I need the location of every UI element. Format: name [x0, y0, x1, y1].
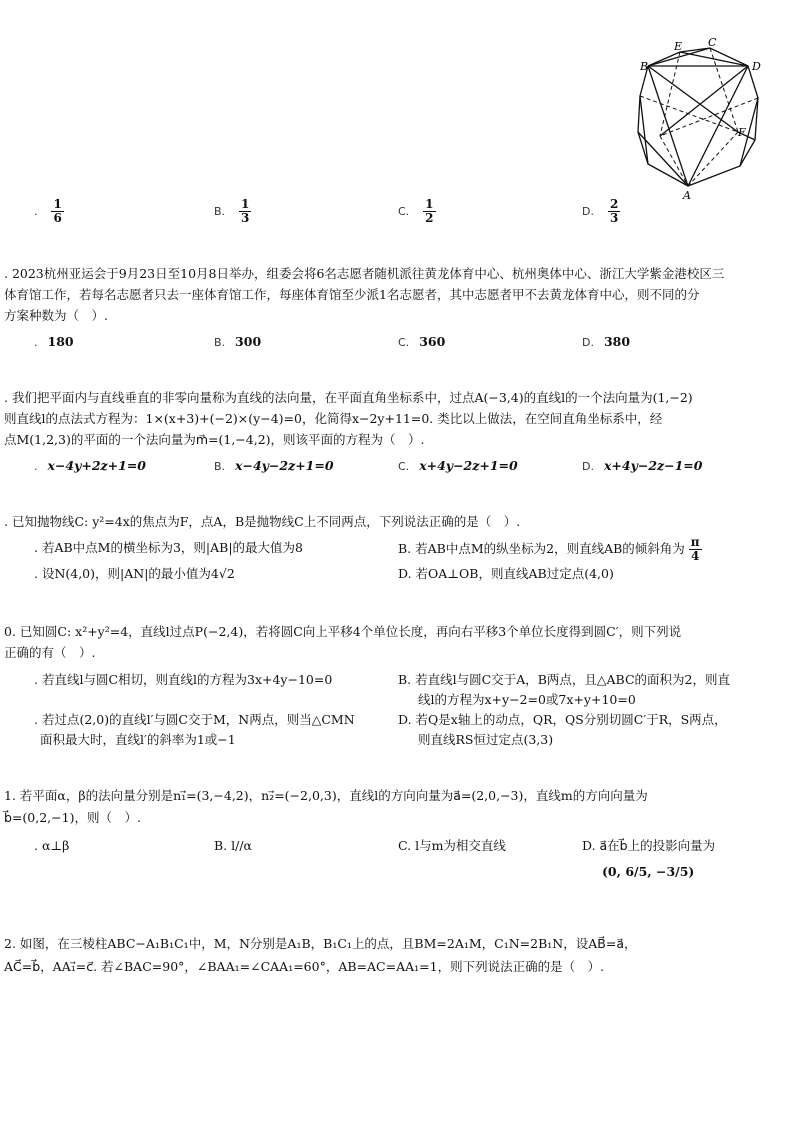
prev-option-c	[398, 198, 436, 225]
option-c: C. 360	[398, 334, 446, 349]
option-label: B.	[214, 205, 226, 219]
option-fraction: $\frac{1}{6}$	[53, 197, 62, 226]
option-b: B. 300	[214, 334, 262, 349]
figure-label-e: E	[674, 40, 683, 53]
question-text-line: AC⃗=b⃗，AA₁⃗=c⃗. 若∠BAC=90°，∠BAA₁=∠CAA₁=60°，AB=AC=AA₁=1，则下列说法正确的是（ ）.	[4, 959, 605, 974]
option-label: .	[34, 205, 38, 219]
question-text-line: 方案种数为（ ）.	[4, 308, 108, 323]
angle-fraction: $\frac{\pi}{4}$	[690, 535, 700, 564]
option-fraction: $\frac{2}{3}$	[609, 197, 619, 226]
option-c: C. x+4y−2z+1=0	[398, 458, 518, 473]
option-d: D. x+4y−2z−1=0	[582, 458, 703, 473]
question-text-line: 正确的有（ ）.	[4, 645, 96, 660]
question-text-line: . 2023杭州亚运会于9月23日至10月8日举办，组委会将6名志愿者随机派往黄龙体育中心、杭州奥体中心、浙江大学紫金港校区三	[4, 266, 725, 281]
option-b: B. l//α	[214, 838, 252, 853]
option-a: . α⊥β	[34, 838, 70, 853]
option-d-line-1: D. a⃗在b⃗上的投影向量为	[582, 838, 716, 853]
option-b-line-1: B. 若直线l与圆C交于A，B两点，且△ABC的面积为2，则直	[398, 672, 730, 687]
option-b: B. x−4y−2z+1=0	[214, 458, 334, 473]
option-label: D.	[582, 205, 594, 219]
option-label: C.	[398, 205, 410, 219]
option-a: . 180	[34, 334, 74, 349]
question-text-line: 0. 已知圆C: x²+y²=4，直线l过点P(−2,4)，若将圆C向上平移4个单位长度，再向右平移3个单位长度得到圆C′，则下列说	[4, 624, 682, 639]
question-text-line: 2. 如图，在三棱柱ABC−A₁B₁C₁中，M，N分别是A₁B，B₁C₁上的点，且BM=2A₁M，C₁N=2B₁N，设AB⃗=a⃗，	[4, 936, 637, 951]
question-text-line: . 已知抛物线C: y²=4x的焦点为F，点A，B是抛物线C上不同两点，下列说法正确的是（ ）.	[4, 514, 521, 529]
question-text-line: 则直线l的点法式方程为：1×(x+3)+(−2)×(y−4)=0，化简得x−2y+11=0. 类比以上做法，在空间直角坐标系中，经	[4, 411, 663, 426]
option-d: D. 若OA⊥OB，则直线AB过定点(4,0)	[398, 566, 614, 581]
option-d: D. 380	[582, 334, 631, 349]
figure-label-c: C	[708, 36, 717, 49]
geometry-figure	[630, 36, 790, 202]
option-c: C. l与m为相交直线	[398, 838, 506, 853]
figure-label-d: D	[752, 60, 761, 73]
prev-option-b	[214, 198, 251, 225]
option-d-line-2: (0, 6/5, −3/5)	[602, 864, 695, 879]
prev-option-d	[582, 198, 620, 225]
option-b: B. 若AB中点M的纵坐标为2，则直线AB的倾斜角为 $\frac{\pi}{4}$	[398, 535, 700, 564]
option-c-line-1: . 若过点(2,0)的直线l′与圆C交于M，N两点，则当△CMN	[34, 712, 355, 727]
option-d-line-1: D. 若Q是x轴上的动点，QR，QS分别切圆C′于R，S两点，	[398, 712, 727, 727]
question-text-line: b⃗=(0,2,−1)，则（ ）.	[4, 810, 141, 825]
option-b-line-2: 线l的方程为x+y−2=0或7x+y+10=0	[418, 692, 636, 707]
option-a: . x−4y+2z+1=0	[34, 458, 146, 473]
option-a: . 若AB中点M的横坐标为3，则|AB|的最大值为8	[34, 540, 304, 555]
option-c: . 设N(4,0)，则|AN|的最小值为4√2	[34, 566, 235, 581]
option-c-line-2: 面积最大时，直线l′的斜率为1或−1	[40, 732, 236, 747]
question-text-line: 体育馆工作，若每名志愿者只去一座体育馆工作，每座体育馆至少派1名志愿者，其中志愿者甲不去黄龙体育中心，则不同的分	[4, 287, 700, 302]
prev-option-a	[34, 198, 64, 225]
figure-label-a: A	[683, 189, 691, 202]
option-a: . 若直线l与圆C相切，则直线l的方程为3x+4y−10=0	[34, 672, 333, 687]
question-text-line: 1. 若平面α，β的法向量分别是n₁⃗=(3,−4,2)，n₂⃗=(−2,0,3)，直线l的方向向量为a⃗=(2,0,−3)，直线m的方向向量为	[4, 788, 648, 803]
option-d-line-2: 则直线RS恒过定点(3,3)	[418, 732, 554, 747]
figure-label-b: B	[640, 60, 649, 73]
question-text-line: 点M(1,2,3)的平面的一个法向量为m⃗=(1,−4,2)，则该平面的方程为（ ）.	[4, 432, 425, 447]
option-fraction: $\frac{1}{2}$	[425, 197, 434, 226]
option-fraction: $\frac{1}{3}$	[241, 197, 250, 226]
question-text-line: . 我们把平面内与直线垂直的非零向量称为直线的法向量，在平面直角坐标系中，过点A(−3,4)的直线l的一个法向量为(1,−2)	[4, 390, 693, 405]
figure-label-f: F	[738, 126, 746, 139]
